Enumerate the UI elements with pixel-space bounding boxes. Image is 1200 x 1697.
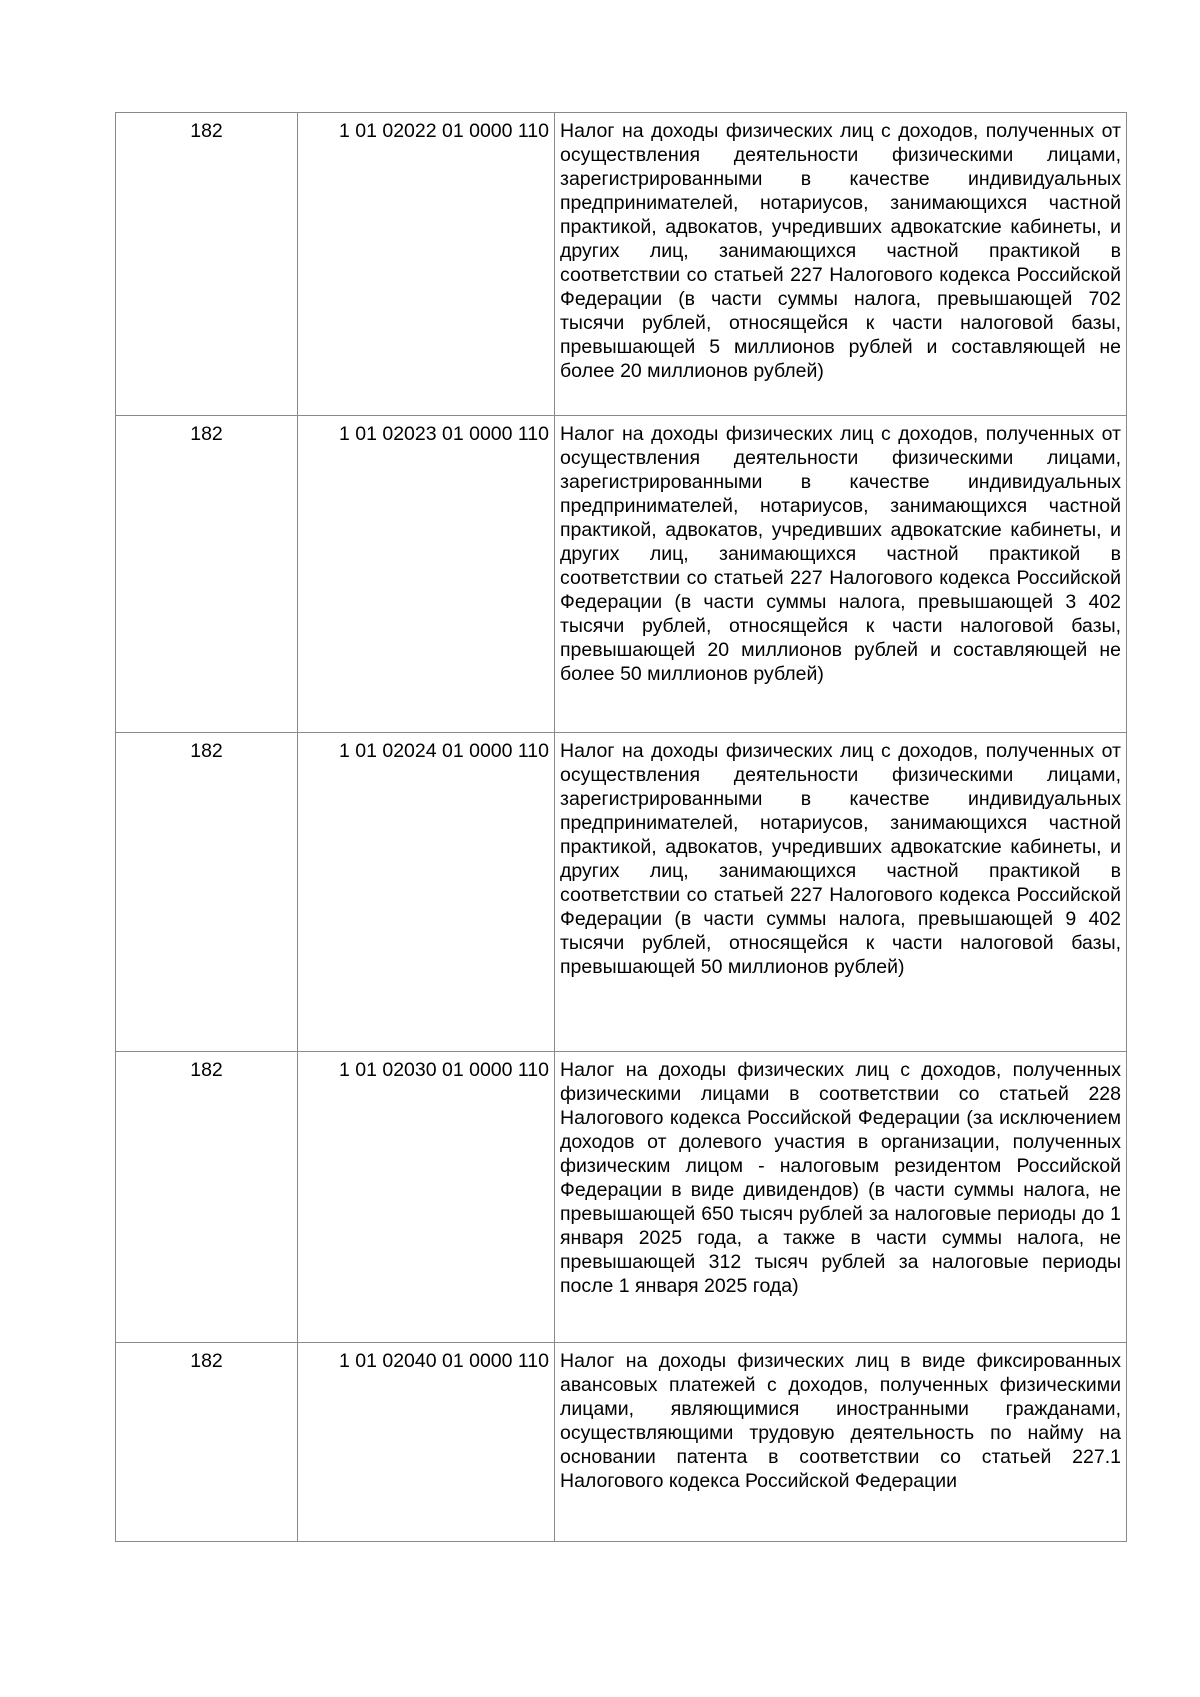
table-row [116, 416, 1127, 733]
admin-code-cell: 182 [116, 733, 298, 1052]
income-name-cell: Налог на доходы физических лиц в виде фиксированных авансовых платежей с доходов, полученных физическими лицами, являющимися иностранными гражданами, осуществляющими трудовую деятельность по найму на основании патента в соответствии со статьей 227.1 Налогового кодекса Российской Федерации [555, 1343, 1127, 1542]
kbk-code-cell: 1 01 02030 01 0000 110 [298, 1052, 555, 1343]
kbk-code-cell: 1 01 02022 01 0000 110 [298, 113, 555, 416]
admin-code-cell: 182 [116, 1343, 298, 1542]
table-row [116, 733, 1127, 1052]
table-row [116, 1343, 1127, 1542]
budget-codes-table [115, 112, 1127, 1542]
kbk-code-cell: 1 01 02024 01 0000 110 [298, 733, 555, 1052]
admin-code-cell: 182 [116, 1052, 298, 1343]
table-row [116, 1052, 1127, 1343]
admin-code-cell: 182 [116, 113, 298, 416]
income-name-cell: Налог на доходы физических лиц с доходов, полученных от осуществления деятельности физическими лицами, зарегистрированными в качестве индивидуальных предпринимателей, нотариусов, занимающихся частной практикой, адвокатов, учредивших адвокатские кабинеты, и других лиц, занимающихся частной практикой в соответствии со статьей 227 Налогового кодекса Российской Федерации (в части суммы налога, превышающей 9 402 тысячи рублей, относящейся к части налоговой базы, превышающей 50 миллионов рублей) [555, 733, 1127, 1052]
kbk-code-cell: 1 01 02040 01 0000 110 [298, 1343, 555, 1542]
income-name-cell: Налог на доходы физических лиц с доходов, полученных от осуществления деятельности физическими лицами, зарегистрированными в качестве индивидуальных предпринимателей, нотариусов, занимающихся частной практикой, адвокатов, учредивших адвокатские кабинеты, и других лиц, занимающихся частной практикой в соответствии со статьей 227 Налогового кодекса Российской Федерации (в части суммы налога, превышающей 3 402 тысячи рублей, относящейся к части налоговой базы, превышающей 20 миллионов рублей и составляющей не более 50 миллионов рублей) [555, 416, 1127, 733]
table-row [116, 113, 1127, 416]
kbk-code-cell: 1 01 02023 01 0000 110 [298, 416, 555, 733]
income-name-cell: Налог на доходы физических лиц с доходов, полученных физическими лицами в соответствии со статьей 228 Налогового кодекса Российской Федерации (за исключением доходов от долевого участия в организации, полученных физическим лицом - налоговым резидентом Российской Федерации в виде дивидендов) (в части суммы налога, не превышающей 650 тысяч рублей за налоговые периоды до 1 января 2025 года, а также в части суммы налога, не превышающей 312 тысяч рублей за налоговые периоды после 1 января 2025 года) [555, 1052, 1127, 1343]
admin-code-cell: 182 [116, 416, 298, 733]
income-name-cell: Налог на доходы физических лиц с доходов, полученных от осуществления деятельности физическими лицами, зарегистрированными в качестве индивидуальных предпринимателей, нотариусов, занимающихся частной практикой, адвокатов, учредивших адвокатские кабинеты, и других лиц, занимающихся частной практикой в соответствии со статьей 227 Налогового кодекса Российской Федерации (в части суммы налога, превышающей 702 тысячи рублей, относящейся к части налоговой базы, превышающей 5 миллионов рублей и составляющей не более 20 миллионов рублей) [555, 113, 1127, 416]
